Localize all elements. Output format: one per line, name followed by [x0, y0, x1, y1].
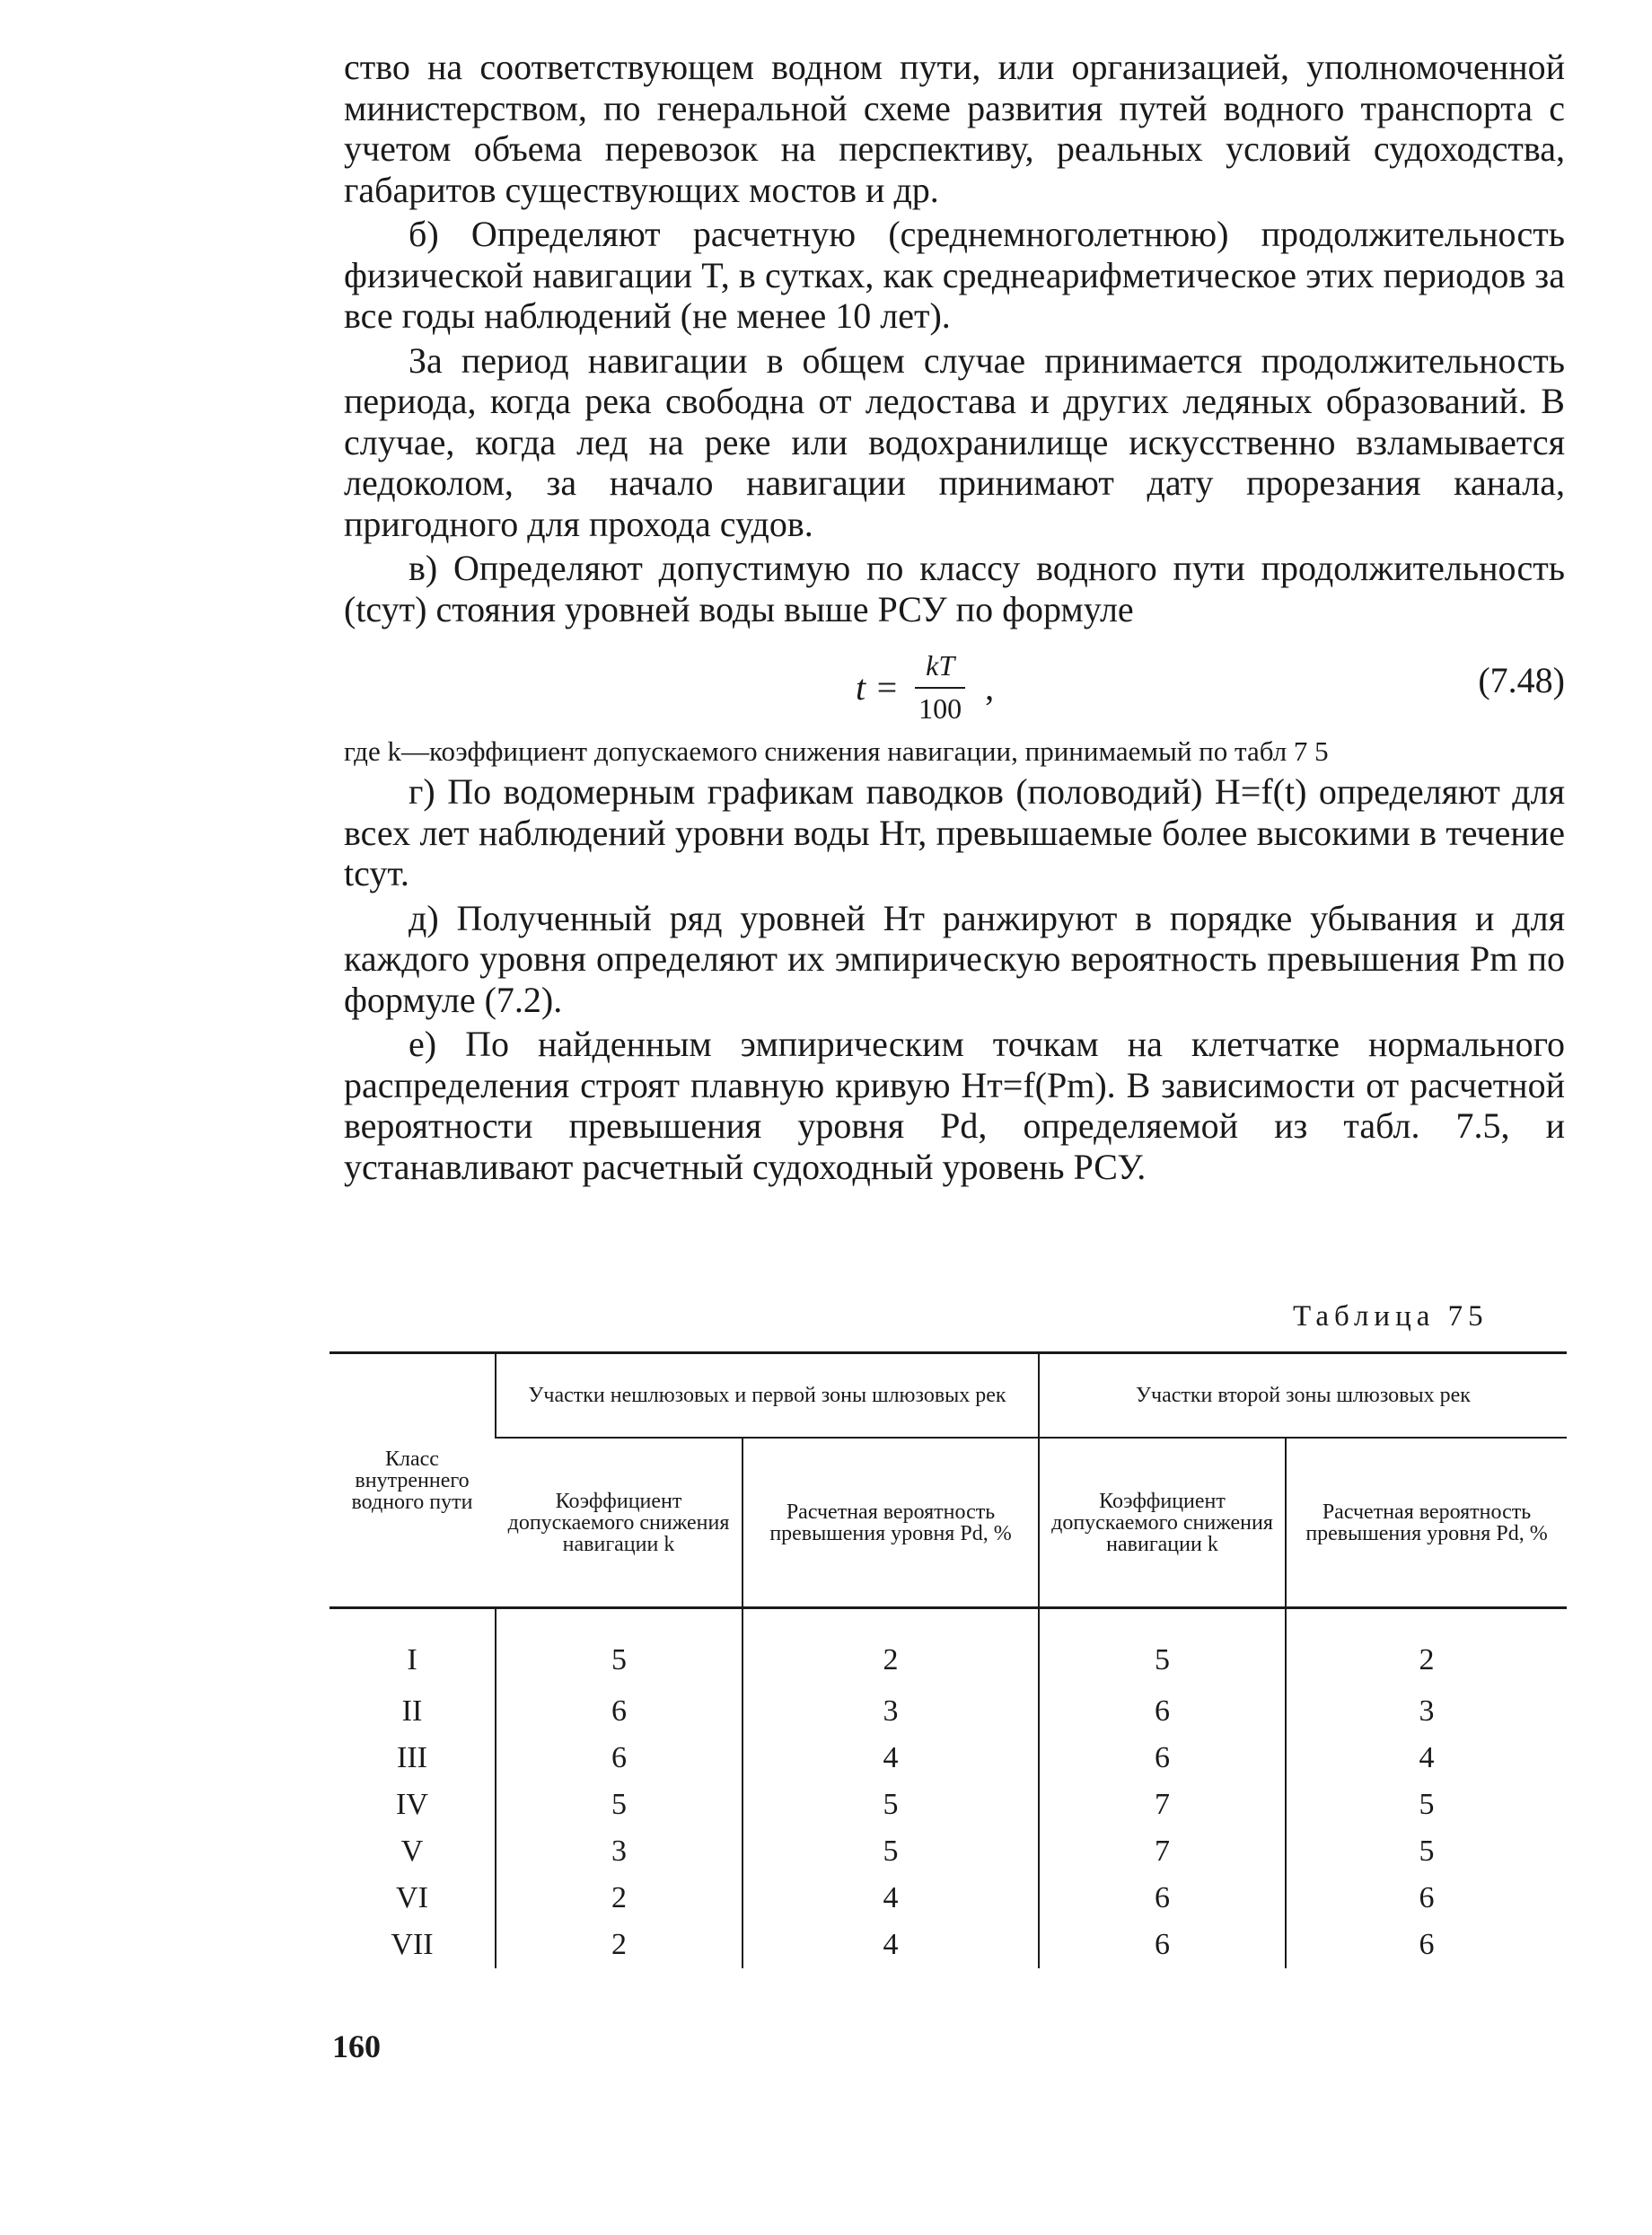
table-row [330, 1782, 1567, 1828]
table-cell: 7 [1039, 1828, 1286, 1875]
table-7-5 [330, 1351, 1567, 1968]
table-cell: 6 [496, 1688, 743, 1735]
table-cell: 5 [1286, 1828, 1567, 1875]
paragraph-b: б) Определяют расчетную (среднемноголетнюю) продолжительность физической навигации T, в сутках, как среднеарифметическое этих периодов за все годы наблюдений (не менее 10 лет). [344, 214, 1565, 336]
table-cell: II [401, 1694, 423, 1728]
table-cell: I [407, 1643, 417, 1676]
paragraph-d: д) Полученный ряд уровней Hт ранжируют в порядке убывания и для каждого уровня определяют их эмпирическую вероятность превышения Pm по формуле (7.2). [344, 897, 1565, 1020]
table-cell: V [400, 1835, 424, 1868]
subheader-probability-1: Расчетная вероятность превышения уровня Pd, % [743, 1438, 1039, 1608]
paragraph-g: г) По водомерным графикам паводков (половодий) H=f(t) определяют для всех лет наблюдений уровни воды Hт, превышаемые более высокими в течение tсут. [344, 771, 1565, 893]
table-cell: 6 [1039, 1922, 1286, 1968]
table-cell: 5 [1286, 1782, 1567, 1828]
subheader-coefficient-1: Коэффициент допускаемого снижения навигации k [496, 1438, 743, 1608]
table-cell: 5 [496, 1782, 743, 1828]
paragraph-v: в) Определяют допустимую по классу водного пути продолжительность (tсут) стояния уровней воды выше РСУ по формуле [344, 548, 1565, 629]
table-row [330, 1922, 1567, 1968]
formula-denominator: 100 [918, 691, 962, 725]
table-row [330, 1688, 1567, 1735]
formula-numerator: kT [915, 646, 965, 689]
table-row [330, 1735, 1567, 1782]
table-cell: 5 [743, 1782, 1039, 1828]
formula-fraction [908, 646, 972, 729]
formula-comma: , [985, 666, 995, 708]
table-cell: 4 [743, 1875, 1039, 1922]
table-cell: 2 [1286, 1608, 1567, 1689]
table-cell: 6 [1286, 1875, 1567, 1922]
table-cell: 2 [496, 1922, 743, 1968]
table-cell: 5 [1039, 1608, 1286, 1689]
table-cell: VI [396, 1881, 428, 1914]
group-header-unlocked: Участки нешлюзовых и первой зоны шлюзовых рек [496, 1353, 1039, 1439]
subheader-coefficient-2: Коэффициент допускаемого снижения навигации k [1039, 1438, 1286, 1608]
formula-lhs: t = [856, 666, 900, 708]
table-row [330, 1608, 1567, 1689]
page-number: 160 [332, 2028, 381, 2064]
table-cell: 7 [1039, 1782, 1286, 1828]
table-cell: 3 [1286, 1688, 1567, 1735]
table-cell: 4 [743, 1922, 1039, 1968]
table-cell: 6 [1039, 1875, 1286, 1922]
formula-expression [856, 646, 994, 729]
table-row [330, 1828, 1567, 1875]
formula-where-note: где k—коэффициент допускаемого снижения навигации, принимаемый по табл 7 5 [344, 735, 1329, 767]
table-cell: 6 [1039, 1688, 1286, 1735]
table-cell: VII [391, 1928, 434, 1961]
table-cell: 6 [1039, 1735, 1286, 1782]
table-cell: 3 [496, 1828, 743, 1875]
table-cell: 3 [743, 1688, 1039, 1735]
table-row [330, 1875, 1567, 1922]
table-cell: IV [396, 1788, 428, 1821]
table-cell: 2 [496, 1875, 743, 1922]
paragraph-e: е) По найденным эмпирическим точкам на клетчатке нормального распределения строят плавную кривую Hт=f(Pm). В зависимости от расчетной вероятности превышения уровня Pd, определяемой из табл. 7.5, и устанавливают расчетный судоходный уровень РСУ. [344, 1024, 1565, 1187]
table-cell: 5 [743, 1828, 1039, 1875]
table-cell: 4 [743, 1735, 1039, 1782]
subheader-probability-2: Расчетная вероятность превышения уровня Pd, % [1286, 1438, 1567, 1608]
table-cell: 6 [1286, 1922, 1567, 1968]
paragraph-navigation-period: За период навигации в общем случае принимается продолжительность периода, когда река свободна от ледостава и других ледяных образований. В случае, когда лед на реке или водохранилище искусственно взламывается ледоколом, за начало навигации принимают дату прорезания канала, пригодного для прохода судов. [344, 339, 1565, 544]
table-cell: 5 [496, 1608, 743, 1689]
table-cell: 4 [1286, 1735, 1567, 1782]
group-header-second-zone: Участки второй зоны шлюзовых рек [1039, 1353, 1567, 1439]
table-caption: Таблица 75 [1293, 1300, 1489, 1333]
formula-number: (7.48) [1478, 660, 1565, 700]
table-cell: 6 [496, 1735, 743, 1782]
class-column-header: Класс внутреннего водного пути [330, 1353, 496, 1608]
body-text [344, 47, 1565, 1191]
paragraph-continuation: ство на соответствующем водном пути, или организацией, уполномоченной министерством, по генеральной схеме развития путей водного транспорта с учетом объема перевозок на перспективу, реальных условий судоходства, габаритов существующих мостов и др. [344, 47, 1565, 210]
formula-7-48 [344, 640, 1565, 726]
table-cell: III [397, 1741, 427, 1774]
table-cell: 2 [743, 1608, 1039, 1689]
